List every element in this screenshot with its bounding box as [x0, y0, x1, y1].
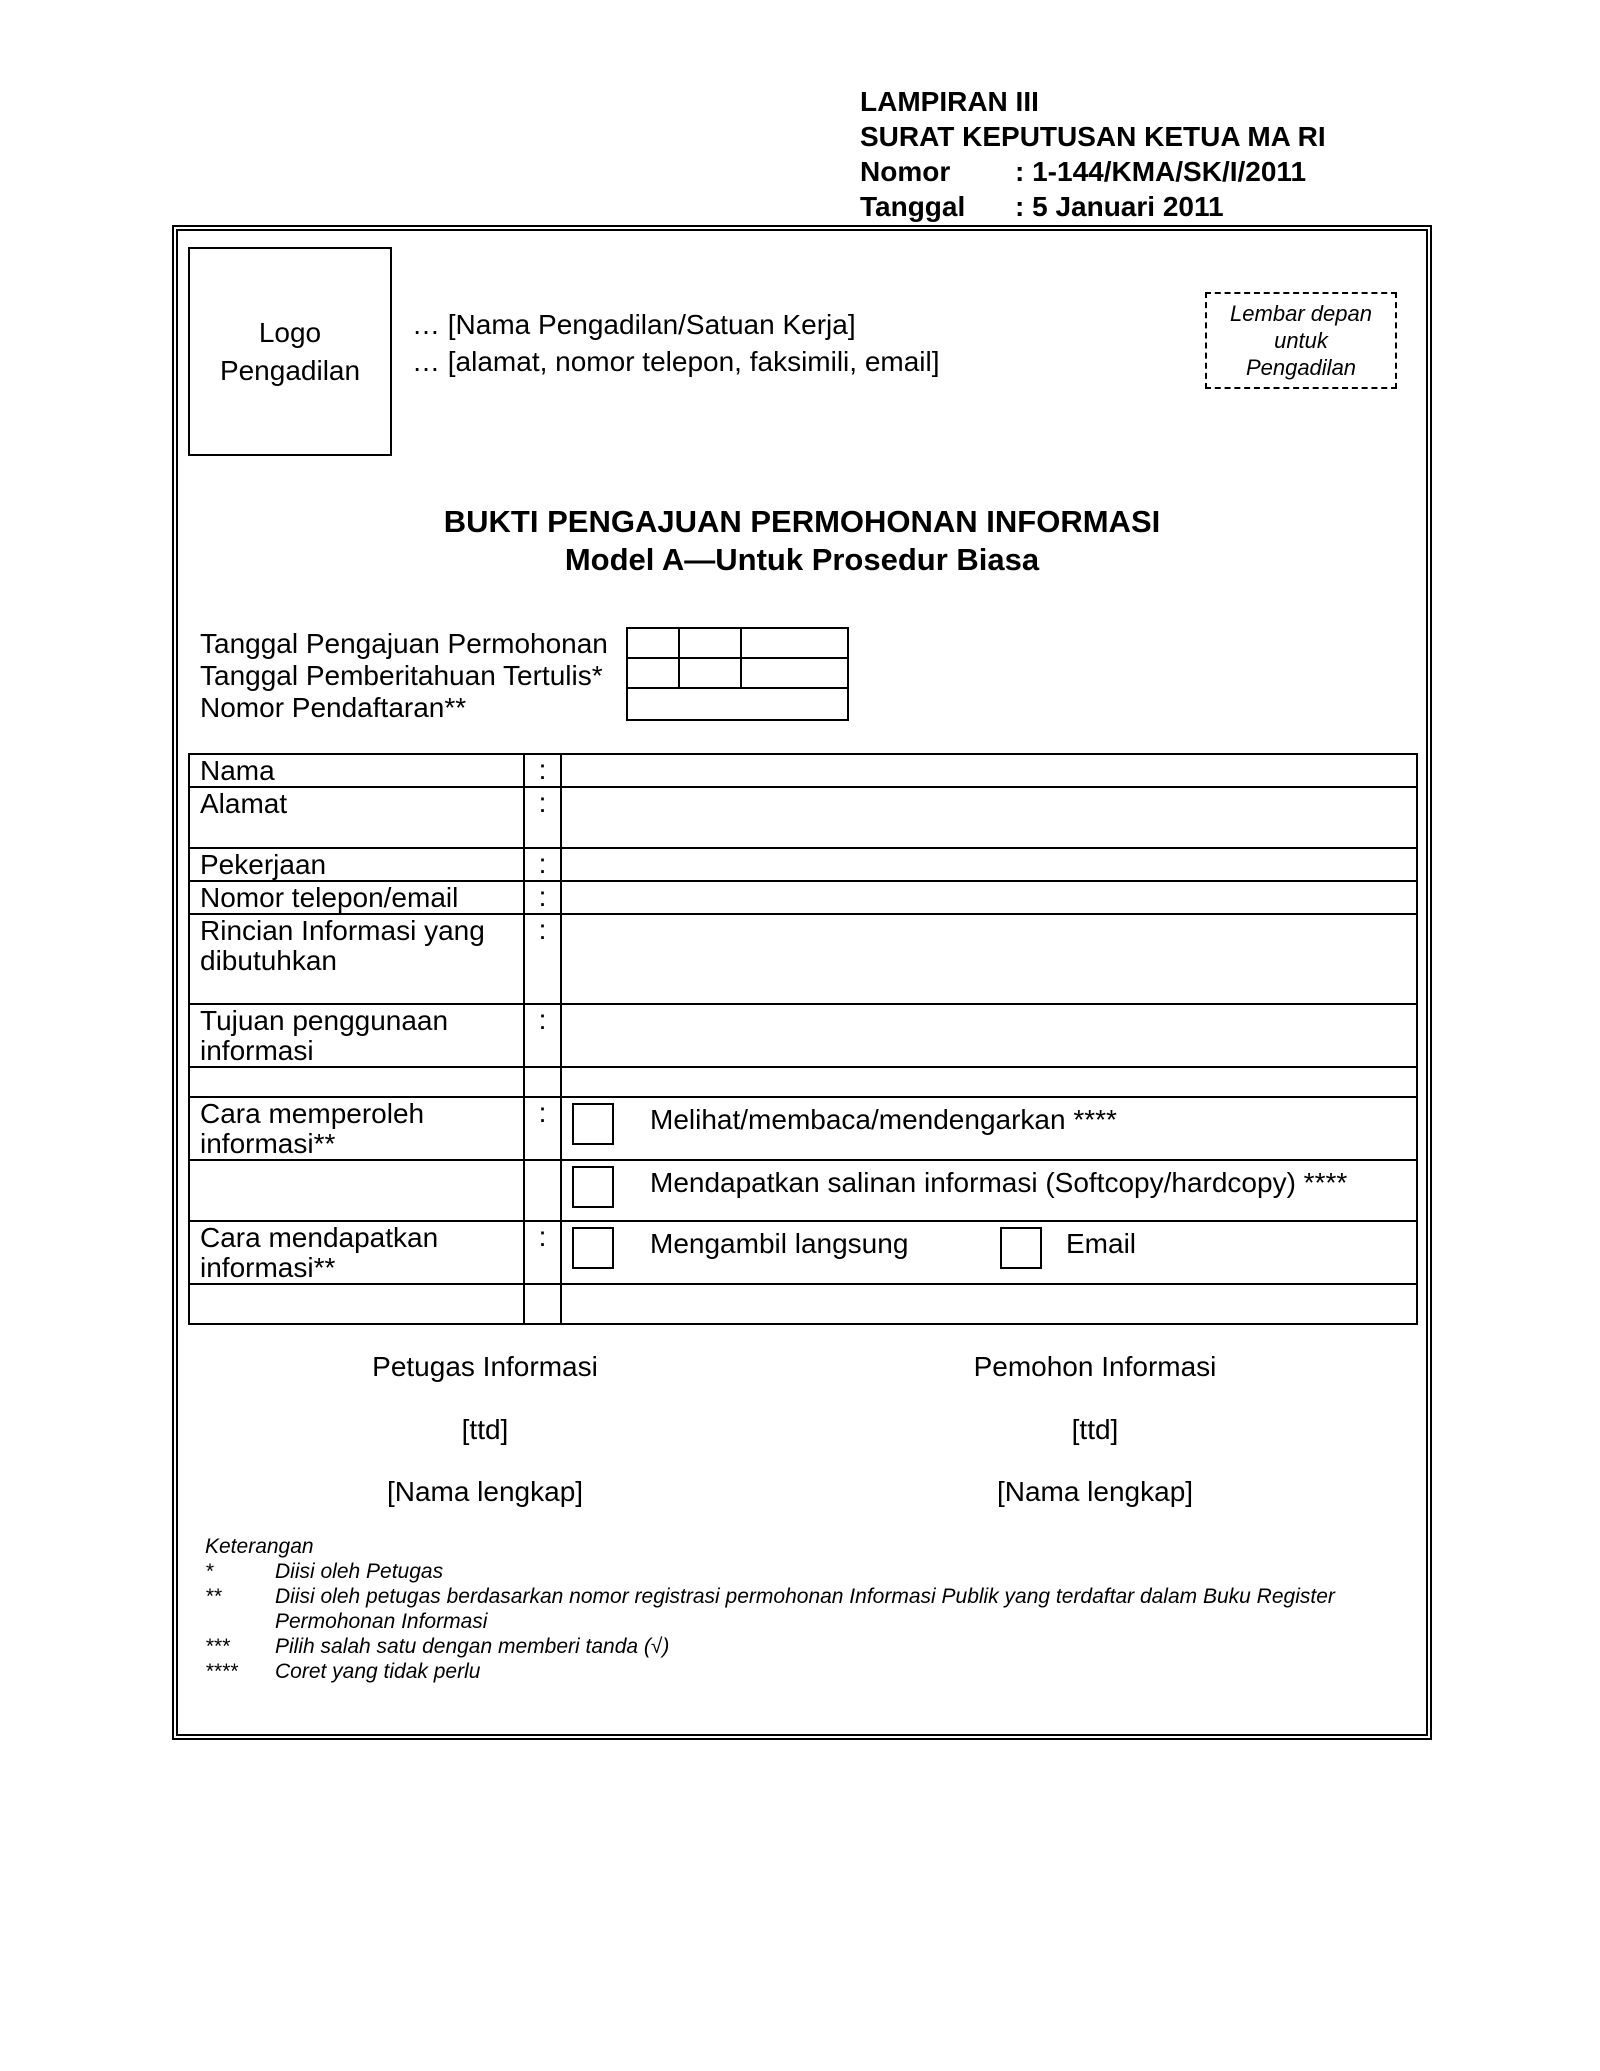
footnote-marker: **** — [205, 1660, 238, 1683]
value-cell-telepon-email[interactable] — [561, 881, 1417, 914]
row-spacer-1 — [189, 1067, 1417, 1097]
footnote-item — [205, 1559, 1345, 1584]
date-grid — [626, 627, 849, 721]
row-nama — [189, 754, 1417, 787]
date-labels — [200, 628, 608, 724]
checkbox-mengambil-langsung[interactable] — [572, 1227, 614, 1269]
checkbox-melihat[interactable] — [572, 1103, 614, 1145]
checkbox-label-salinan: Mendapatkan salinan informasi (Softcopy/hardcopy) **** — [650, 1167, 1348, 1198]
colon: : — [524, 1004, 561, 1067]
tanggal-row — [860, 189, 1326, 224]
colon: : — [524, 1221, 561, 1284]
signature-role-pemohon: Pemohon Informasi — [973, 1351, 1217, 1382]
date-pengajuan-month-cell[interactable] — [679, 628, 741, 658]
signature-name-pemohon: [Nama lengkap] — [996, 1476, 1194, 1507]
row-telepon-email — [189, 881, 1417, 914]
row-cara-mendapatkan — [189, 1221, 1417, 1284]
date-pemberitahuan-day-cell[interactable] — [627, 658, 679, 688]
checkbox-salinan[interactable] — [572, 1166, 614, 1208]
value-cell-nama[interactable] — [561, 754, 1417, 787]
logo-text-line2: Pengadilan — [219, 354, 361, 386]
footnote-item — [205, 1584, 1345, 1634]
value-cell-cara-memperoleh — [561, 1097, 1417, 1160]
nomor-value: : 1-144/KMA/SK/I/2011 — [1015, 156, 1307, 187]
signature-petugas — [285, 1352, 685, 1507]
signature-role-petugas: Petugas Informasi — [372, 1351, 598, 1382]
value-cell-salinan — [561, 1160, 1417, 1221]
field-label: Pekerjaan — [189, 848, 524, 881]
value-cell-alamat[interactable] — [561, 787, 1417, 848]
colon: : — [524, 1097, 561, 1160]
date-row-nomor-pendaftaran — [627, 688, 848, 720]
colon-empty — [524, 1160, 561, 1221]
nomor-pendaftaran-label: Nomor Pendaftaran** — [200, 692, 467, 723]
signature-ttd-pemohon: [ttd] — [1071, 1414, 1119, 1445]
tanggal-value: : 5 Januari 2011 — [1015, 191, 1224, 222]
footnotes — [205, 1534, 1345, 1684]
field-label — [189, 1160, 524, 1221]
logo-box — [188, 247, 392, 456]
checkbox-email[interactable] — [1000, 1227, 1042, 1269]
date-row-pemberitahuan — [627, 658, 848, 688]
date-pemberitahuan-month-cell[interactable] — [679, 658, 741, 688]
field-label: Alamat — [189, 787, 524, 848]
logo-text-line1: Logo — [258, 316, 322, 348]
field-label: Tujuan penggunaan informasi — [189, 1004, 524, 1067]
lampiran-header — [860, 84, 1326, 224]
footnote-marker: * — [205, 1560, 214, 1583]
court-name-placeholder: … [Nama Pengadilan/Satuan Kerja] — [412, 309, 856, 340]
signature-pemohon — [895, 1352, 1295, 1507]
colon-empty — [524, 1284, 561, 1324]
colon: : — [524, 914, 561, 1004]
row-cara-memperoleh — [189, 1097, 1417, 1160]
footnote-text: Diisi oleh petugas berdasarkan nomor registrasi permohonan Informasi Publik yang terdaftar dalam Buku Register Permohonan Informasi — [275, 1585, 1335, 1633]
footnote-item — [205, 1634, 1345, 1659]
value-cell-pekerjaan[interactable] — [561, 848, 1417, 881]
field-label — [189, 1067, 524, 1097]
form-title-line1: BUKTI PENGAJUAN PERMOHONAN INFORMASI — [443, 504, 1161, 539]
footnote-text: Pilih salah satu dengan memberi tanda (√) — [275, 1635, 670, 1658]
value-cell-spacer[interactable] — [561, 1067, 1417, 1097]
checkbox-label-melihat: Melihat/membaca/mendengarkan **** — [650, 1104, 1117, 1135]
nomor-label: Nomor — [860, 156, 951, 187]
footnote-item — [205, 1659, 1345, 1684]
form-title-line2: Model A—Untuk Prosedur Biasa — [564, 542, 1040, 577]
colon: : — [524, 881, 561, 914]
tanggal-pengajuan-label: Tanggal Pengajuan Permohonan — [200, 628, 608, 659]
field-label: Nomor telepon/email — [189, 881, 524, 914]
colon-empty — [524, 1067, 561, 1097]
footnote-marker: *** — [205, 1635, 230, 1658]
field-label: Cara memperoleh informasi** — [189, 1097, 524, 1160]
form-title — [172, 503, 1432, 579]
value-cell-spacer[interactable] — [561, 1284, 1417, 1324]
footnote-text: Diisi oleh Petugas — [275, 1560, 444, 1583]
row-rincian-informasi — [189, 914, 1417, 1004]
value-cell-cara-mendapatkan — [561, 1221, 1417, 1284]
lampiran-title: LAMPIRAN III — [860, 86, 1039, 117]
field-label — [189, 1284, 524, 1324]
checkbox-label-email: Email — [1066, 1228, 1137, 1259]
field-label: Cara mendapatkan informasi** — [189, 1221, 524, 1284]
field-label: Rincian Informasi yang dibutuhkan — [189, 914, 524, 1004]
nomor-pendaftaran-cell[interactable] — [627, 688, 848, 720]
value-cell-rincian[interactable] — [561, 914, 1417, 1004]
colon: : — [524, 754, 561, 787]
signature-ttd-petugas: [ttd] — [461, 1414, 509, 1445]
footnote-marker: ** — [205, 1585, 222, 1608]
row-spacer-2 — [189, 1284, 1417, 1324]
checkbox-label-mengambil-langsung: Mengambil langsung — [650, 1228, 909, 1259]
footnotes-heading: Keterangan — [205, 1535, 314, 1558]
colon: : — [524, 848, 561, 881]
tanggal-label: Tanggal — [860, 191, 966, 222]
row-cara-memperoleh-2 — [189, 1160, 1417, 1221]
row-alamat — [189, 787, 1417, 848]
tanggal-pemberitahuan-label: Tanggal Pemberitahuan Tertulis* — [200, 660, 603, 691]
row-tujuan-penggunaan — [189, 1004, 1417, 1067]
corner-note-box — [1205, 292, 1397, 389]
nomor-row — [860, 154, 1326, 189]
date-row-pengajuan — [627, 628, 848, 658]
date-pengajuan-year-cell[interactable] — [741, 628, 848, 658]
corner-note-line2: untuk — [1274, 328, 1328, 353]
court-address-placeholder: … [alamat, nomor telepon, faksimili, email] — [412, 346, 940, 377]
form-table — [188, 753, 1418, 1325]
date-pemberitahuan-year-cell[interactable] — [741, 658, 848, 688]
date-pengajuan-day-cell[interactable] — [627, 628, 679, 658]
colon: : — [524, 787, 561, 848]
corner-note-line1: Lembar depan — [1230, 301, 1372, 326]
field-label: Nama — [189, 754, 524, 787]
signature-name-petugas: [Nama lengkap] — [386, 1476, 584, 1507]
footnote-text: Coret yang tidak perlu — [275, 1660, 481, 1683]
surat-keputusan-line: SURAT KEPUTUSAN KETUA MA RI — [860, 121, 1326, 152]
corner-note-line3: Pengadilan — [1245, 355, 1357, 380]
value-cell-tujuan[interactable] — [561, 1004, 1417, 1067]
row-pekerjaan — [189, 848, 1417, 881]
letterhead-text — [412, 306, 940, 380]
